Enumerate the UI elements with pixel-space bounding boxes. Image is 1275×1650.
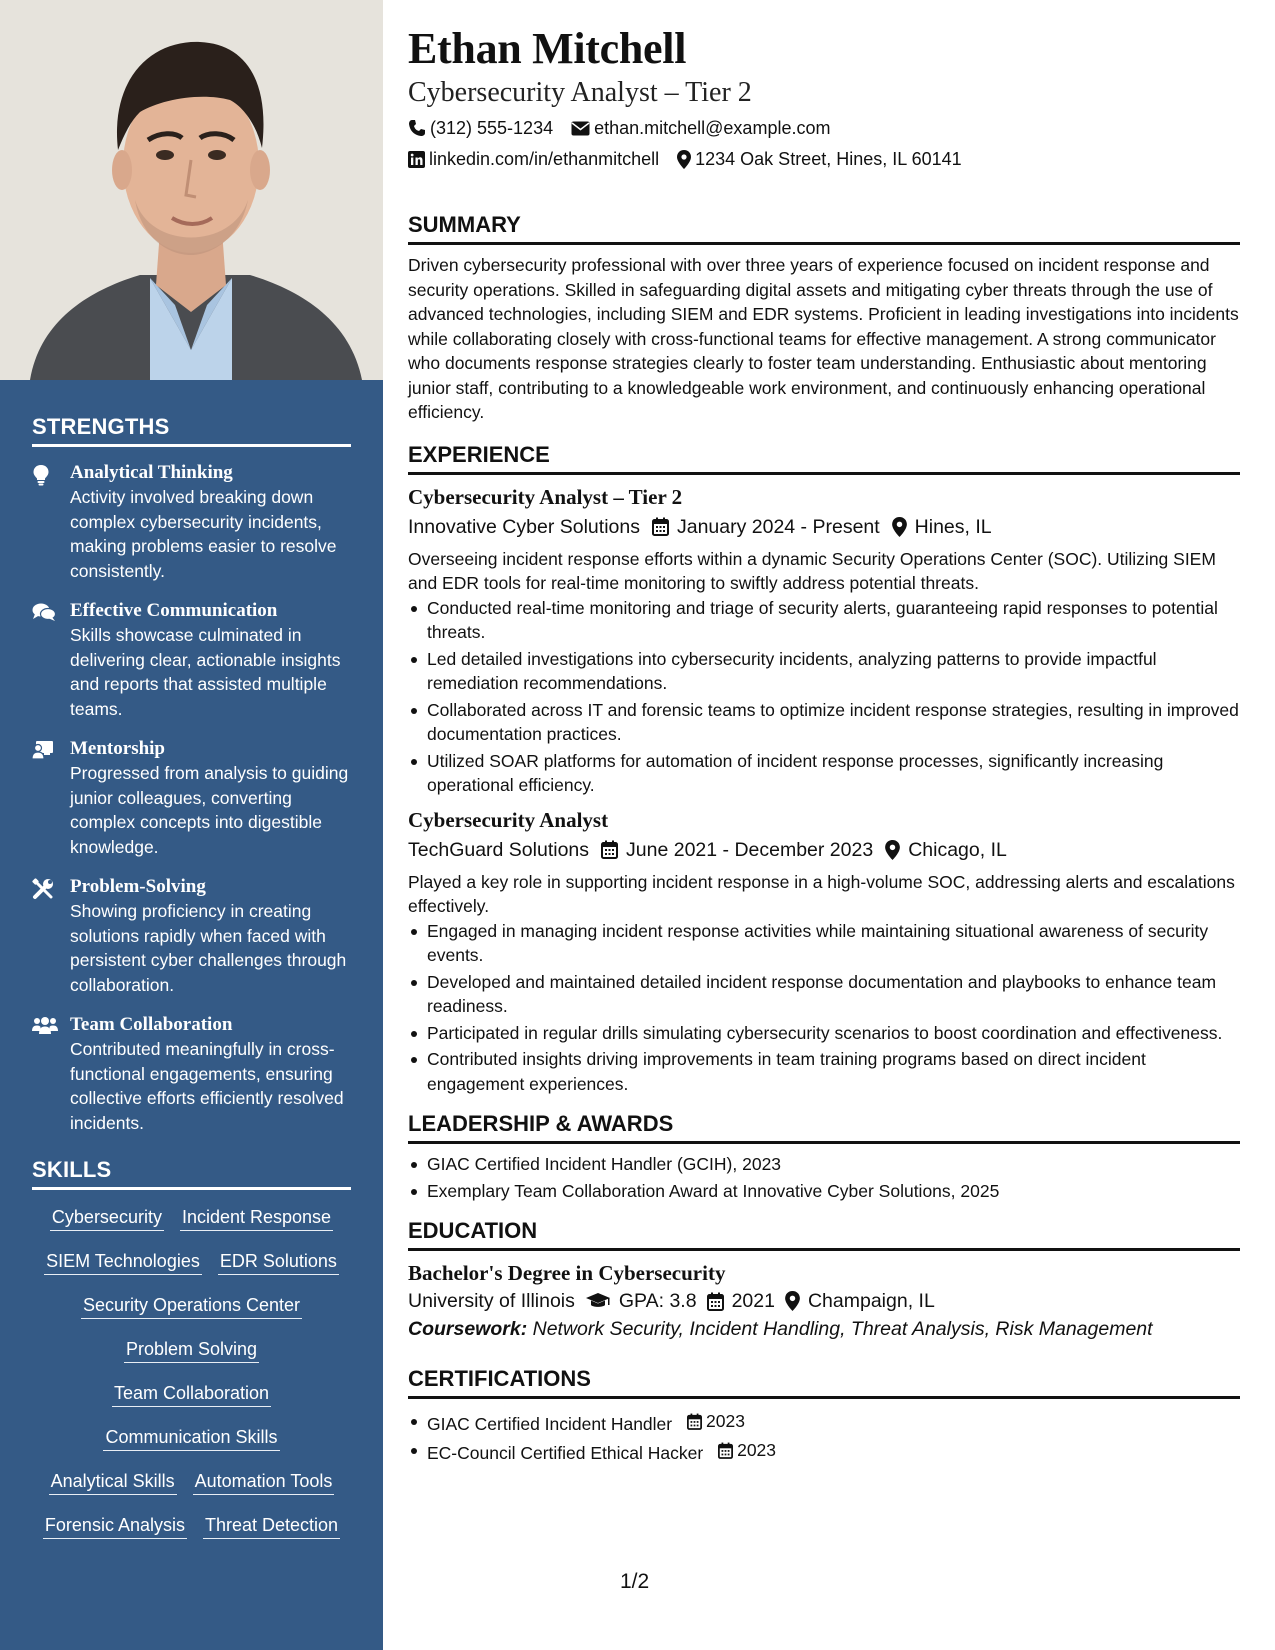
email-link[interactable]: ethan.mitchell@example.com: [594, 118, 831, 138]
job-summary: Played a key role in supporting incident response in a high-volume SOC, addressing alerts and escalations effectively.: [408, 871, 1235, 916]
education-heading: EDUCATION: [408, 1217, 1240, 1251]
gpa: GPA: 3.8: [618, 1290, 697, 1312]
map-marker-icon: [785, 1291, 800, 1311]
cert-item: [408, 1409, 1240, 1436]
users-icon: [32, 1013, 70, 1135]
awards-heading: LEADERSHIP & AWARDS: [408, 1110, 1240, 1144]
phone-item: [408, 116, 553, 140]
main-content: [408, 22, 1240, 1468]
awards-list: [408, 1152, 1240, 1203]
sidebar: [0, 0, 383, 1650]
skills-heading: SKILLS: [32, 1157, 351, 1190]
strength-desc: Activity involved breaking down complex cybersecurity incidents, making problems easier to resolve consistently.: [70, 487, 337, 581]
skill-tag: Incident Response: [180, 1206, 333, 1231]
job-bullet: Participated in regular drills simulating cybersecurity scenarios to boost coordination and effectiveness.: [408, 1021, 1240, 1046]
skill-tag: Analytical Skills: [49, 1470, 177, 1495]
candidate-name: Ethan Mitchell: [408, 24, 687, 73]
skill-tag: Automation Tools: [193, 1470, 335, 1495]
chalkboard-teacher-icon: [32, 737, 70, 859]
school: University of Illinois: [408, 1290, 575, 1312]
skill-tag: Threat Detection: [203, 1514, 340, 1539]
envelope-icon: [571, 121, 590, 136]
job-dates-item: [652, 513, 880, 541]
strength-title: Problem-Solving: [70, 876, 206, 897]
job-summary: Overseeing incident response efforts within a dynamic Security Operations Center (SOC). Utilizing SIEM and EDR tools for real-time monitoring to swiftly address potential threats.: [408, 548, 1216, 593]
address: 1234 Oak Street, Hines, IL 60141: [695, 149, 962, 169]
edu-year: 2021: [731, 1290, 775, 1312]
strength-title: Analytical Thinking: [70, 462, 233, 483]
education-section: [408, 1217, 1240, 1343]
address-item: [677, 147, 962, 171]
strength-title: Team Collaboration: [70, 1014, 233, 1035]
strength-desc: Skills showcase culminated in delivering clear, actionable insights and reports that assisted multiple teams.: [70, 625, 341, 719]
certifications-heading: CERTIFICATIONS: [408, 1365, 1240, 1399]
company: Innovative Cyber Solutions: [408, 515, 640, 538]
cert-item: [408, 1438, 1240, 1465]
job-bullets: [408, 919, 1240, 1097]
awards-section: [408, 1110, 1240, 1203]
cert-name: EC-Council Certified Ethical Hacker: [427, 1443, 704, 1463]
linkedin-link[interactable]: linkedin.com/in/ethanmitchell: [429, 149, 660, 169]
job-title: Cybersecurity Analyst – Tier 2: [408, 484, 683, 509]
job-meta: [408, 513, 1240, 541]
strength-title: Mentorship: [70, 738, 165, 759]
job-location: Hines, IL: [914, 515, 992, 538]
email-item[interactable]: [571, 116, 830, 140]
job-dates: June 2021 - December 2023: [626, 838, 874, 861]
summary-heading: SUMMARY: [408, 211, 1240, 245]
strength-title: Effective Communication: [70, 600, 278, 621]
skill-tag: Communication Skills: [103, 1426, 279, 1451]
comments-icon: [32, 599, 70, 721]
map-marker-icon: [885, 840, 900, 860]
job-meta: [408, 836, 1240, 864]
strengths-heading: STRENGTHS: [32, 414, 351, 447]
map-marker-icon: [892, 517, 907, 537]
strength-desc: Progressed from analysis to guiding junior colleagues, converting complex concepts into digestible knowledge.: [70, 763, 349, 857]
calendar-icon: [707, 1292, 724, 1311]
candidate-title: Cybersecurity Analyst – Tier 2: [408, 77, 752, 108]
cert-name: GIAC Certified Incident Handler: [427, 1413, 673, 1434]
strength-item: [32, 1013, 351, 1135]
edu-location-item: [785, 1287, 935, 1315]
skill-tag: Problem Solving: [124, 1338, 259, 1363]
education-meta: [408, 1287, 1240, 1315]
map-marker-icon: [677, 150, 691, 169]
cert-date: [718, 1438, 776, 1463]
summary-section: [408, 211, 1240, 425]
linkedin-icon: [408, 151, 425, 168]
job-bullet: Contributed insights driving improvements in team training programs based on direct incident engagement experiences.: [408, 1047, 1240, 1096]
profile-photo: [0, 0, 383, 380]
calendar-icon: [601, 840, 618, 859]
strength-item: [32, 875, 351, 997]
job-bullet: Collaborated across IT and forensic teams to optimize incident response strategies, resulting in improved documentation practices.: [408, 698, 1240, 747]
graduation-cap-icon: [585, 1292, 611, 1310]
contact-row: [408, 147, 1240, 171]
lightbulb-icon: [32, 461, 70, 583]
strength-item: [32, 599, 351, 721]
strength-item: [32, 737, 351, 859]
cert-year: 2023: [737, 1440, 777, 1461]
calendar-icon: [652, 517, 669, 536]
gpa-item: [585, 1287, 697, 1315]
phone-number: (312) 555-1234: [430, 118, 554, 138]
page-number: 1/2: [620, 1570, 650, 1593]
degree: Bachelor's Degree in Cybersecurity: [408, 1261, 726, 1285]
cert-date: [687, 1409, 745, 1434]
job-location: Chicago, IL: [908, 838, 1007, 861]
certifications-list: [408, 1409, 1240, 1466]
coursework-label: Coursework:: [408, 1318, 528, 1340]
job-bullet: Utilized SOAR platforms for automation of incident response processes, significantly increasing operational efficiency.: [408, 749, 1240, 798]
job-bullet: Engaged in managing incident response activities while maintaining situational awareness of security events.: [408, 919, 1240, 968]
job-location-item: [885, 836, 1007, 864]
award-item: GIAC Certified Incident Handler (GCIH), 2023: [408, 1152, 1240, 1177]
job-dates: January 2024 - Present: [676, 515, 880, 538]
job-bullets: [408, 596, 1240, 798]
experience-heading: EXPERIENCE: [408, 441, 1240, 475]
calendar-icon: [687, 1413, 702, 1430]
skill-tag: Forensic Analysis: [43, 1514, 187, 1539]
coursework-list: Network Security, Incident Handling, Threat Analysis, Risk Management: [532, 1318, 1153, 1340]
skill-tag: Team Collaboration: [112, 1382, 271, 1407]
job-entry: [408, 806, 1240, 1097]
skill-tag: EDR Solutions: [218, 1250, 339, 1275]
job-bullet: Led detailed investigations into cybersecurity incidents, analyzing patterns to provide impactful remediation recommendations.: [408, 647, 1240, 696]
summary-text: Driven cybersecurity professional with over three years of experience focused on incident response and security operations. Skilled in safeguarding digital assets and mitigating cyber threats through the use of advanced technologies, including SIEM and EDR systems. Proficient in leading investigations into incidents while collaborating closely with cross-functional teams for effective management. A strong communicator who documents response strategies clearly to foster team understanding. Enthusiastic about mentoring junior staff, contributing to a knowledgeable work environment, and continuously enhancing operational efficiency.: [408, 255, 1239, 422]
certifications-section: [408, 1365, 1240, 1466]
phone-icon: [408, 119, 426, 137]
calendar-icon: [718, 1442, 733, 1459]
strength-desc: Contributed meaningfully in cross-functional engagements, ensuring collective efforts efficiently resolved incidents.: [70, 1039, 344, 1133]
contact-row: [408, 116, 1240, 140]
award-item: Exemplary Team Collaboration Award at Innovative Cyber Solutions, 2025: [408, 1179, 1240, 1204]
strength-item: [32, 461, 351, 583]
job-location-item: [892, 513, 992, 541]
job-dates-item: [601, 836, 873, 864]
coursework: [408, 1315, 1240, 1343]
experience-section: [408, 441, 1240, 1097]
skill-tag: SIEM Technologies: [44, 1250, 202, 1275]
edu-location: Champaign, IL: [807, 1290, 935, 1312]
skill-tag: Cybersecurity: [50, 1206, 164, 1231]
linkedin-item[interactable]: [408, 147, 659, 171]
job-entry: [408, 483, 1240, 798]
cert-year: 2023: [706, 1411, 745, 1431]
strength-desc: Showing proficiency in creating solutions rapidly when faced with persistent cyber challenges through collaboration.: [70, 901, 347, 995]
job-bullet: Conducted real-time monitoring and triage of security alerts, guaranteeing rapid responses to potential threats.: [408, 596, 1240, 645]
skill-tag: Security Operations Center: [81, 1294, 302, 1319]
edu-year-item: [707, 1287, 775, 1315]
tools-icon: [32, 875, 70, 997]
company: TechGuard Solutions: [408, 838, 590, 861]
job-title: Cybersecurity Analyst: [408, 807, 609, 832]
job-bullet: Developed and maintained detailed incident response documentation and playbooks to enhance team readiness.: [408, 970, 1240, 1019]
